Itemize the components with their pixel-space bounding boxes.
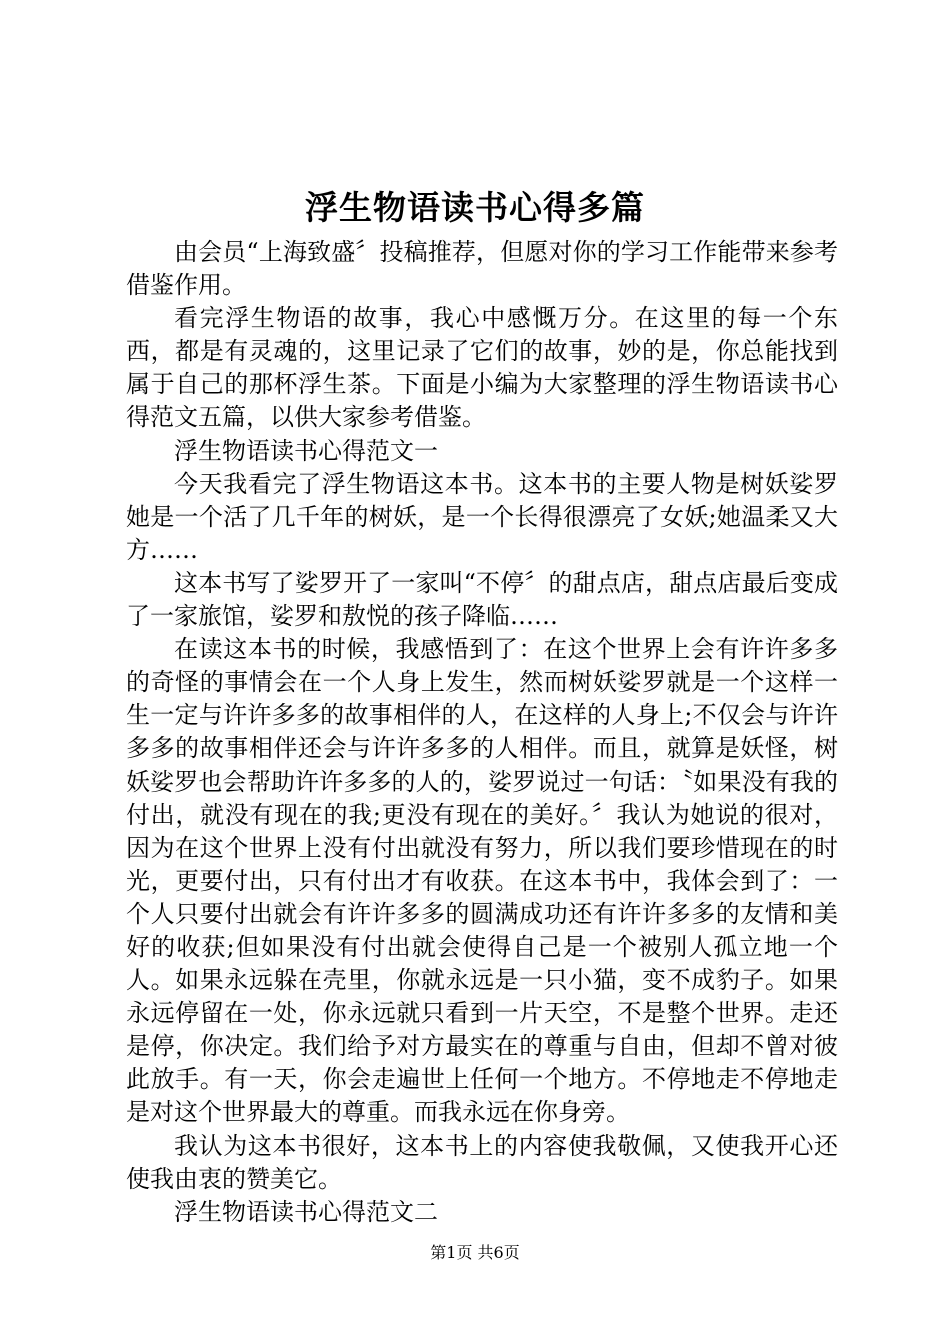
page-footer: 第1页 共6页: [430, 1243, 520, 1262]
paragraph-one-d: 我认为这本书很好，这本书上的内容使我敬佩，又使我开心还使我由衷的赞美它。: [126, 1131, 838, 1193]
paragraph-one-a: 今天我看完了浮生物语这本书。这本书的主要人物是树妖娑罗她是一个活了几千年的树妖，是一个长得很漂亮了女妖;她温柔又大方……: [126, 469, 838, 564]
paragraph-summary: 看完浮生物语的故事，我心中感慨万分。在这里的每一个东西，都是有灵魂的，这里记录了它们的故事，妙的是，你总能找到属于自己的那杯浮生茶。下面是小编为大家整理的浮生物语读书心得范文五篇，以供大家参考借鉴。: [126, 304, 838, 432]
paragraph-one-c: 在读这本书的时候，我感悟到了：在这个世界上会有许许多多的奇怪的事情会在一个人身上发生，然而树妖娑罗就是一个这样一生一定与许许多多的故事相伴的人，在这样的人身上;不仅会与许许多多的故事相伴还会与许许多多的人相伴。而且，就算是妖怪，树妖娑罗也会帮助许许多多的人的，娑罗说过一句话：〝如果没有我的付出，就没有现在的我;更没有现在的美好。〞我认为她说的很对，因为在这个世界上没有付出就没有努力，所以我们要珍惜现在的时光，更要付出，只有付出才有收获。在这本书中，我体会到了：一个人只要付出就会有许许多多的圆满成功还有许许多多的友情和美好的收获;但如果没有付出就会使得自己是一个被别人孤立地一个人。如果永远躲在壳里，你就永远是一只小猫，变不成豹子。如果永远停留在一处，你永远就只看到一片天空，不是整个世界。走还是停，你决定。我们给予对方最实在的尊重与自由，但却不曾对彼此放手。有一天，你会走遍世上任何一个地方。不停地走不停地走是对这个世界最大的尊重。而我永远在你身旁。: [126, 635, 838, 1127]
document-title: 浮生物语读书心得多篇: [305, 188, 645, 227]
paragraph-intro: 由会员“上海致盛〞投稿推荐，但愿对你的学习工作能带来参考借鉴作用。: [126, 238, 838, 300]
section-heading-two: 浮生物语读书心得范文二: [174, 1197, 438, 1226]
paragraph-one-b: 这本书写了娑罗开了一家叫“不停〞的甜点店，甜点店最后变成了一家旅馆，娑罗和敖悦的孩子降临……: [126, 568, 838, 631]
section-heading-one: 浮生物语读书心得范文一: [174, 436, 438, 465]
document-body: [126, 236, 838, 1229]
